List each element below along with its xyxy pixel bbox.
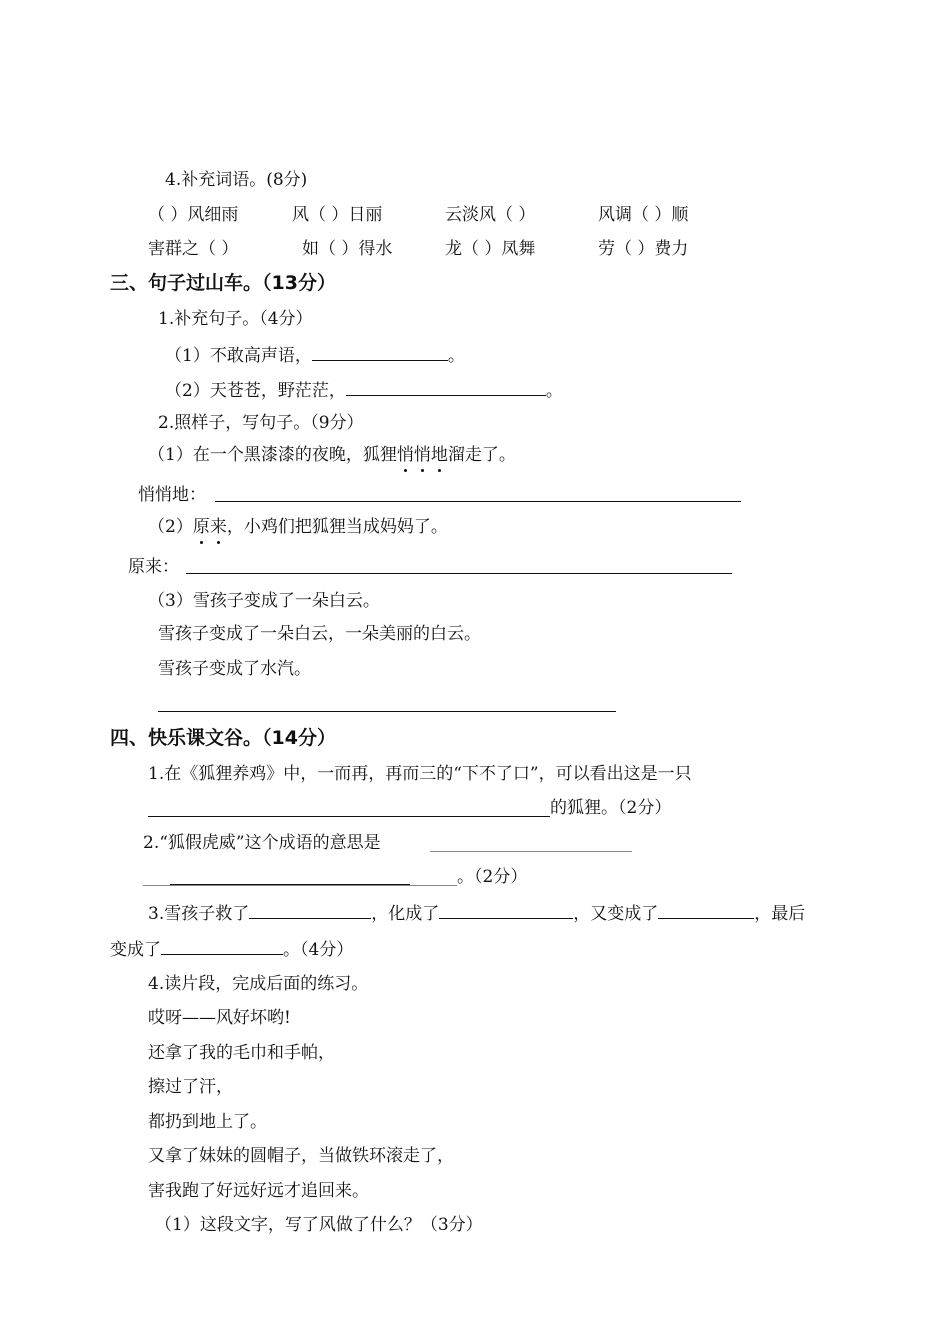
complete-sentence-1-blank[interactable]: [312, 343, 448, 361]
idiom-question: 2.“狐假虎威”这个成语的意思是: [143, 833, 381, 853]
complete-sentence-2-blank[interactable]: [346, 378, 546, 396]
emphasis-dot-char: 悄: [396, 445, 414, 465]
snow-child-text-b: ，化成了: [371, 904, 440, 924]
emphasis-dot-char: 来: [209, 517, 227, 537]
vocab-blank-6[interactable]: 如（ ）得水: [302, 239, 393, 259]
poem-line-2: 还拿了我的毛巾和手帕，: [148, 1043, 335, 1063]
snow-child-question-end: 。（4分）: [283, 940, 354, 960]
example-2-text-a: （2）: [148, 517, 193, 537]
answer-label-2: 原来：: [128, 557, 179, 577]
vocab-question-title: 4.补充词语。(8分): [165, 170, 308, 190]
poem-line-1: 哎呀——风好坏哟!: [148, 1008, 291, 1028]
snow-child-text-a: 3.雪孩子救了: [148, 904, 250, 924]
snow-child-blank-4[interactable]: [161, 937, 283, 955]
snow-child-blank-1[interactable]: [249, 901, 371, 919]
vocab-blank-2[interactable]: 风（ ）日丽: [292, 205, 383, 225]
vocab-blank-3[interactable]: 云淡风（ ）: [445, 205, 536, 225]
vocab-blank-5[interactable]: 害群之（ ）: [148, 239, 239, 259]
answer-line-1[interactable]: [215, 501, 741, 502]
poem-line-4: 都扔到地上了。: [148, 1112, 267, 1132]
fox-chicken-question: 1.在《狐狸养鸡》中，一而再，再而三的“下不了口”，可以看出这是一只: [148, 764, 692, 784]
idiom-answer-line-2-light[interactable]: [143, 885, 457, 886]
period: 。: [545, 381, 563, 401]
snow-child-blank-2[interactable]: [439, 901, 573, 919]
period: 。: [447, 346, 465, 366]
snow-child-question: [148, 901, 805, 925]
complete-sentence-1: [165, 343, 465, 367]
poem-line-5: 又拿了妹妹的圆帽子，当做铁环滚走了，: [148, 1146, 454, 1166]
complete-sentence-2-text: （2）天苍苍，野茫茫，: [165, 381, 346, 401]
snow-child-question-line2: [110, 937, 353, 961]
idiom-question-end: 。（2分）: [457, 867, 528, 887]
emphasis-dot-char: 悄: [413, 445, 431, 465]
vocab-blank-4[interactable]: 风调（ ）顺: [598, 205, 689, 225]
vocab-blank-7[interactable]: 龙（ ）凤舞: [445, 239, 536, 259]
example-sentence-3-model: 雪孩子变成了一朵白云，一朵美丽的白云。: [158, 624, 481, 644]
fox-chicken-answer-line[interactable]: [148, 816, 550, 817]
example-2-text-b: ，小鸡们把狐狸当成妈妈了。: [226, 517, 448, 537]
vocab-blank-8[interactable]: 劳（ ）费力: [598, 239, 689, 259]
complete-sentence-title: 1.补充句子。（4分）: [158, 309, 313, 329]
example-sentence-1: [148, 444, 516, 466]
example-1-text-a: （1）在一个黑漆漆的夜晚，狐狸: [148, 445, 397, 465]
example-1-text-b: 溜走了。: [447, 445, 516, 465]
vocab-blank-1[interactable]: （ ）风细雨: [148, 205, 239, 225]
idiom-answer-line-2[interactable]: [170, 884, 410, 885]
poem-line-3: 擦过了汗，: [148, 1077, 233, 1097]
answer-label-1: 悄悄地：: [138, 485, 206, 505]
reading-question-title: 4.读片段，完成后面的练习。: [148, 974, 369, 994]
section-3-heading: 三、句子过山车。（13分）: [110, 272, 336, 294]
snow-child-blank-3[interactable]: [658, 901, 754, 919]
imitate-sentence-title: 2.照样子，写句子。（9分）: [158, 413, 364, 433]
complete-sentence-1-text: （1）不敢高声语，: [165, 346, 312, 366]
reading-sub-question-1: （1）这段文字，写了风做了什么？（3分）: [155, 1215, 483, 1235]
emphasis-dot-char: 地: [430, 445, 448, 465]
answer-line-2[interactable]: [186, 573, 732, 574]
example-sentence-3: （3）雪孩子变成了一朵白云。: [148, 591, 380, 611]
answer-line-3[interactable]: [158, 711, 616, 712]
example-1-dotted-word: [397, 445, 448, 465]
example-sentence-2: [148, 516, 448, 538]
snow-child-text-e: 变成了: [110, 940, 161, 960]
poem-line-6: 害我跑了好远好远才追回来。: [148, 1181, 369, 1201]
snow-child-text-c: ，又变成了: [573, 904, 659, 924]
complete-sentence-2: [165, 378, 563, 402]
section-4-heading: 四、快乐课文谷。（14分）: [110, 727, 336, 749]
idiom-answer-line-1[interactable]: [430, 851, 632, 852]
emphasis-dot-char: 原: [192, 517, 210, 537]
snow-child-text-d: ，最后: [754, 904, 806, 924]
example-sentence-3-prompt: 雪孩子变成了水汽。: [158, 659, 311, 679]
fox-chicken-question-end: 的狐狸。（2分）: [550, 798, 672, 818]
